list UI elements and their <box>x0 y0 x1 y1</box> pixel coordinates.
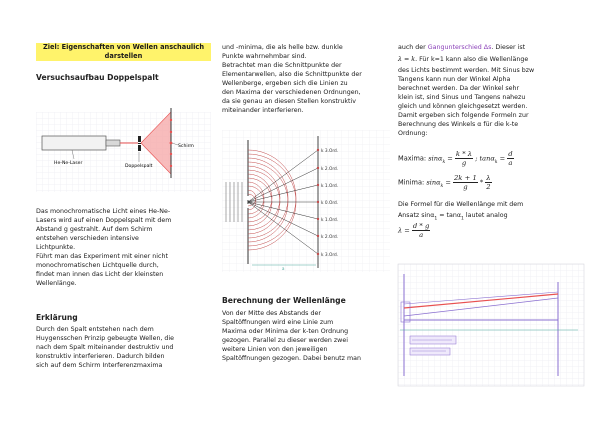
order-label: k 3.Ord. <box>321 253 339 258</box>
angle-paragraph: des Lichts bestimmt werden. Mit Sinus bzw Tangens kann nun der Winkel Alpha berechnet werden. Da der Winkel sehr klein ist, sind Sinus und Tangens nahezu gleich und können gleichgesetzt werden. Damit ergeben sich folgende Formeln zur Berechnung des Winkels α für die k-te Ordnung: <box>398 67 535 137</box>
interference-diagram <box>222 130 390 272</box>
double-slit-setup-diagram <box>36 112 211 192</box>
interference-paragraph: und -minima, die als helle bzw. dunkle Punkte wahrnehmbar sind. Betrachtet man die Schnittpunkte der Elementarwellen, also die Schnittpunkte der Wellenberge, ergeben sich die Linien zu den Maxima der verschiedenen Ordnungen, da sie genau an diesen Stellen konstruktiv miteinander interferieren. <box>222 44 362 114</box>
screen-label: Schirm <box>178 144 194 149</box>
order-label: k 2.Ord. <box>321 235 339 240</box>
ansatz-line: Ansatz sinα$_1$ = tanα$_1$ lautet analog <box>398 212 508 222</box>
double-slit <box>138 136 141 151</box>
heading-wavelength: Berechnung der Wellenlänge <box>222 296 346 305</box>
setup-paragraph: Das monochromatische Licht eines He-Ne- Lasers wird auf einen Doppelspalt mit dem Abstand g gestrahlt. Auf dem Schirm entstehen verschieden intensive Lichtpunkte. Führt man das Experiment mit einer nicht monochromatischen Lichtquelle durch, findet man innen das Licht der kleinsten Wellenlänge. <box>36 208 172 287</box>
slit-label: Doppelspalt <box>125 164 153 169</box>
order-label: k 0.Ord. <box>321 201 339 206</box>
explanation-paragraph: Durch den Spalt entstehen nach dem Huygensschen Prinzip gebeugte Wellen, die nach dem Spalt miteinander destruktiv und konstruktiv interferieren. Dadurch bilden sich auf dem Schirm Interferenzmaxima <box>36 326 175 369</box>
order-label: k 1.Ord. <box>321 218 339 223</box>
order-label: k 3.Ord. <box>321 149 339 154</box>
order-label: k 1.Ord. <box>321 184 339 189</box>
laser-body <box>42 136 106 150</box>
goal-title-line1: Ziel: Eigenschaften von Wellen anschaulich <box>42 43 205 51</box>
wavelength-paragraph: Von der Mitte des Abstands der Spaltöffnungen wird eine Linie zum Maxima oder Minima der k-ten Ordnung gezogen. Parallel zu dieser werden zwei weitere Linien von den jeweiligen Spaltöffnungen gezogen. Dabei benutz man <box>222 310 361 362</box>
lambda-formula: λ = k. <box>398 56 418 63</box>
goal-title-line2: darstellen <box>104 52 143 60</box>
laser-label: He-Ne-Laser <box>54 161 83 166</box>
heading-setup: Versuchsaufbau Doppelspalt <box>36 73 159 82</box>
path-difference-highlight: Gangunterschied Δs <box>427 44 492 51</box>
maxima-formula: Maxima: sinα$_k$ = $\frac{k * \lambda}{g}$ ; tanα$_k$ = $\frac{d}{a}$ <box>398 150 513 167</box>
wavelength-formula-intro: Die Formel für die Wellenlänge mit dem <box>398 201 524 208</box>
path-difference-line: auch der Gangunterschied Δs. Dieser ist <box>398 44 526 51</box>
lambda-result-formula: λ = $\frac{d * g}{a}$ <box>398 222 430 239</box>
heading-explanation: Erklärung <box>36 313 78 322</box>
path-geometry-diagram <box>398 264 584 386</box>
goal-title <box>36 43 211 61</box>
minima-formula: Minima: sinα$_k$ = $\frac{2k + 1}{g}$ * $\frac{\lambda}{2}$ <box>398 174 491 191</box>
svg-text:a: a <box>282 266 285 271</box>
order-label: k 2.Ord. <box>321 167 339 172</box>
lambda-line: λ = k. Für k=1 kann also die Wellenlänge <box>398 56 529 63</box>
